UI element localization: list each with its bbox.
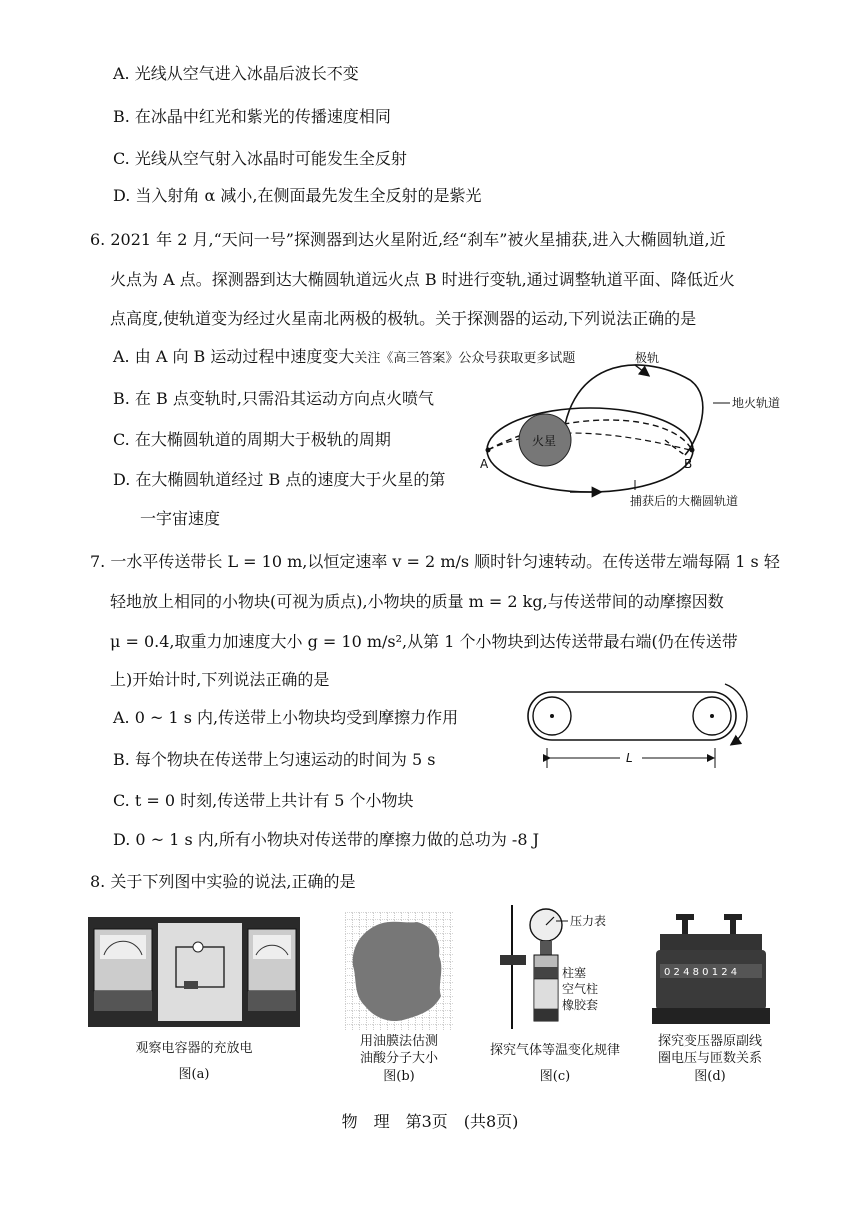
fig-d-caption-2: 圈电压与匝数关系 [657,1051,762,1066]
q6-stem-line1: 6. 2021 年 2 月,“天问一号”探测器到达火星附近,经“刹车”被火星捕获,进入大椭圆轨道,近 [90,230,726,249]
q7-option-d: D. 0 ~ 1 s 内,所有小物块对传送带的摩擦力做的总功为 -8 J [113,830,540,849]
fig-d-label: 图(d) [694,1069,726,1084]
q7-option-b: B. 每个物块在传送带上匀速运动的时间为 5 s [113,750,436,769]
q6-option-d: D. 在大椭圆轨道经过 B 点的速度大于火星的第 [113,470,446,489]
q5-option-d: D. 当入射角 α 减小,在侧面最先发生全反射的是紫光 [113,186,482,205]
q7-stem-line3: μ = 0.4,取重力加速度大小 g = 10 m/s²,从第 1 个小物块到达传送带最右端(仍在传送带 [110,632,738,651]
fig-a-label: 图(a) [178,1067,210,1082]
q5-option-a: A. 光线从空气进入冰晶后波长不变 [113,64,359,83]
q7-option-a: A. 0 ~ 1 s 内,传送带上小物块均受到摩擦力作用 [113,708,459,727]
fig-b-oil-film [345,912,453,1030]
q7-stem-line1: 7. 一水平传送带长 L = 10 m,以恒定速率 v = 2 m/s 顺时针匀速转动。在传送带左端每隔 1 s 轻 [90,552,780,571]
geo-orbit-label: 地火轨道 [732,396,781,410]
orbit-diagram [470,340,790,510]
q6-option-a-text: A. 由 A 向 B 运动过程中速度变大 [113,347,355,366]
polar-orbit-label: 极轨 [635,351,660,365]
page-footer: 物 理 第3页 (共8页) [341,1112,519,1131]
gauge-label: 压力表 [570,914,607,928]
plunger-label: 柱塞 [562,966,587,980]
point-a-label: A [480,457,489,471]
q6-option-b: B. 在 B 点变轨时,只需沿其运动方向点火喷气 [113,389,434,408]
q7-option-c: C. t = 0 时刻,传送带上共计有 5 个小物块 [113,791,414,810]
length-label: L [626,751,633,765]
fig-a-photo [88,917,300,1027]
point-a-dot [486,448,491,453]
q6-stem-line3: 点高度,使轨道变为经过火星南北两极的极轨。关于探测器的运动,下列说法正确的是 [110,309,697,328]
conveyor-diagram [520,680,760,780]
watermark: 关注《高三答案》公众号获取更多试题 [354,351,576,366]
fig-b-label: 图(b) [383,1069,415,1084]
coil-scale: 0 2 4 8 0 1 2 4 [664,967,738,978]
fig-d-transformer [652,912,770,1024]
point-b-dot [690,448,695,453]
rubber-label: 橡胶套 [562,998,599,1012]
fig-c-label: 图(c) [539,1069,571,1084]
fig-c-caption: 探究气体等温变化规律 [489,1043,620,1058]
fig-a-caption: 观察电容器的充放电 [135,1041,253,1056]
polar-orbit [562,365,703,455]
ellipse-orbit-label: 捕获后的大椭圆轨道 [630,494,739,508]
point-b-label: B [684,457,693,471]
q7-stem-line4: 上)开始计时,下列说法正确的是 [110,670,330,689]
mars-label: 火星 [532,434,557,448]
q5-option-b: B. 在冰晶中红光和紫光的传播速度相同 [113,107,391,126]
fig-b-caption-2: 油酸分子大小 [359,1051,438,1066]
belt [528,692,736,740]
q8-stem: 8. 关于下列图中实验的说法,正确的是 [90,872,356,891]
fig-d-caption-1: 探究变压器原副线 [657,1034,762,1049]
q5-option-c: C. 光线从空气射入冰晶时可能发生全反射 [113,149,407,168]
geo-orbit [488,420,692,450]
q7-stem-line2: 轻地放上相同的小物块(可视为质点),小物块的质量 m = 2 kg,与传送带间的动摩擦因数 [110,592,724,611]
q6-option-d-cont: 一宇宙速度 [140,509,221,528]
air-label: 空气柱 [562,982,599,996]
q6-option-c: C. 在大椭圆轨道的周期大于极轨的周期 [113,430,391,449]
capture-ellipse-orbit [487,408,693,492]
oil-film-shape [353,922,442,1021]
fig-c-apparatus [490,905,635,1033]
q6-stem-line2: 火点为 A 点。探测器到达大椭圆轨道远火点 B 时进行变轨,通过调整轨道平面、降低近火 [110,270,735,289]
fig-b-caption-1: 用油膜法估测 [359,1034,438,1049]
